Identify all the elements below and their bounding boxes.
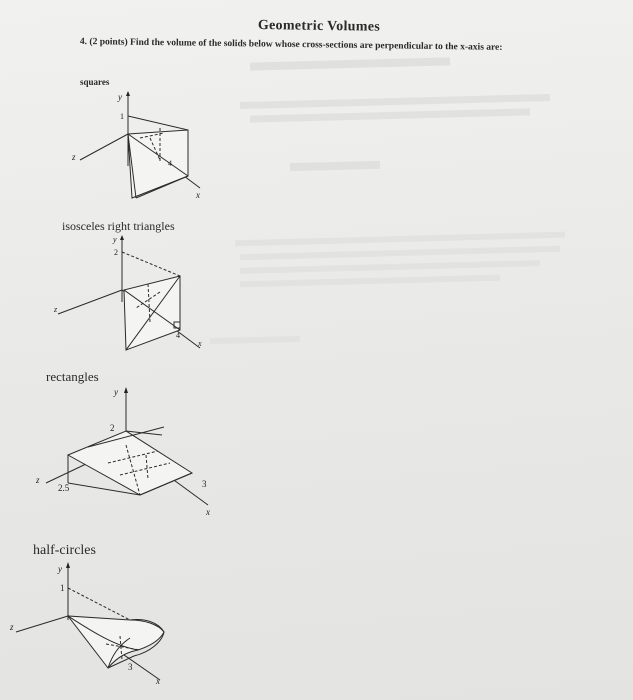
axis-label-z: z <box>54 305 58 314</box>
axis-label-x: x <box>196 190 200 200</box>
figure-squares <box>60 88 220 208</box>
axis-label-y: y <box>114 387 118 397</box>
figure-isosceles-right-triangles <box>40 232 230 357</box>
figure-label-squares: squares <box>80 77 110 87</box>
problem-points: (2 points) <box>89 37 128 48</box>
axis-label-z: z <box>36 475 40 485</box>
problem-instruction: Find the volume of the solids below whose cross-sections are perpendicular to the x-axis are: <box>130 37 503 53</box>
outline-edge <box>128 116 188 130</box>
axis-label-x: x <box>156 676 160 686</box>
page-title: Geometric Volumes <box>257 18 381 35</box>
hidden-edge <box>68 588 130 620</box>
tick-label-x: 3 <box>202 479 207 489</box>
axis-label-y: y <box>58 564 62 574</box>
axis-label-x: x <box>206 507 210 517</box>
figure-rectangles <box>30 383 230 523</box>
tick-label-y: 2 <box>114 248 118 257</box>
rectangle-solid-top <box>68 431 192 495</box>
axis-label-x: x <box>198 339 202 348</box>
figure-half-circles <box>10 560 200 695</box>
tick-label-y: 1 <box>120 112 124 121</box>
tick-label-x: 3 <box>128 662 133 672</box>
axis-label-z: z <box>10 622 14 632</box>
half-circle-cross-section <box>68 616 164 668</box>
tick-label-x: 4 <box>176 331 180 340</box>
figure-label-rectangles: rectangles <box>46 369 99 384</box>
z-axis-line <box>16 616 68 632</box>
figure-label-triangles: isosceles right triangles <box>62 219 175 233</box>
tick-label-z: 2.5 <box>58 483 70 493</box>
axis-label-y: y <box>118 92 122 102</box>
tick-label-x: 4 <box>168 159 172 168</box>
hidden-edge <box>122 252 180 276</box>
tick-label-y: 2 <box>110 423 115 433</box>
axis-label-z: z <box>72 152 76 162</box>
figure-label-half-circles: half-circles <box>33 543 96 558</box>
problem-number: 4. <box>79 37 88 48</box>
z-axis-line <box>80 134 128 160</box>
axis-label-y: y <box>113 235 117 244</box>
tick-label-y: 1 <box>60 583 65 593</box>
z-axis-line <box>58 290 122 314</box>
